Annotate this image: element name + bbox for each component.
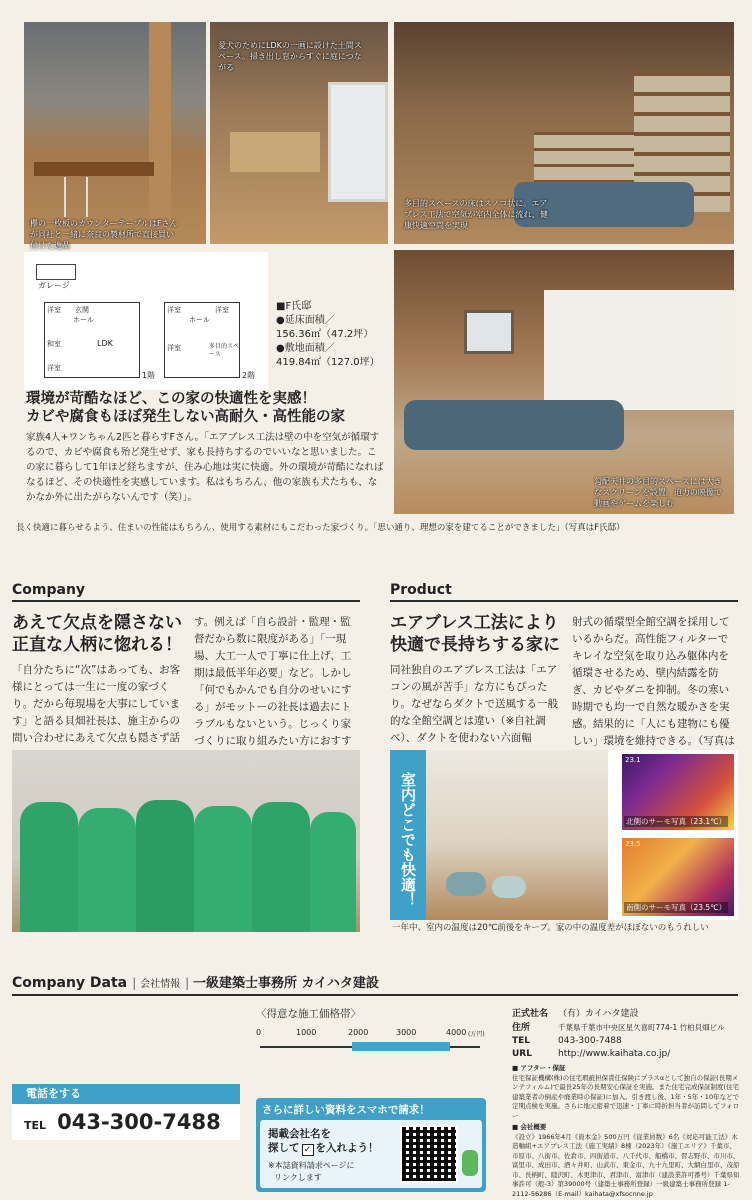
company-heading: あえて欠点を隠さない xyxy=(12,613,182,633)
qr-line2-end: を入れよう！ xyxy=(315,1142,379,1154)
qr-note1: ※本誌資料請求ページに xyxy=(268,1161,355,1170)
photo-caption: 欅の一枚板のカウンターテーブルはFさんが同社と一緒に奈良の製材所で直接買い付けた逸品 xyxy=(30,219,178,250)
info-row xyxy=(512,1021,742,1035)
house-name: ■F氏邸 xyxy=(276,301,312,312)
info-row xyxy=(512,1035,742,1048)
qr-box-inner xyxy=(260,1120,482,1188)
after-service xyxy=(512,1064,742,1199)
floorplan-1f xyxy=(44,302,140,378)
tel-number[interactable]: 043-300-7488 xyxy=(57,1110,221,1134)
product-col1: 同社独自のエアブレス工法は「エアコンの風が苦手」な方にもぴったり。なぜならダクトで送風する一般的な全館空調とは違い（※自社調べ）、ダクトを使わない六面輻 xyxy=(390,664,558,744)
qr-line2 xyxy=(268,1140,379,1156)
south-temp: 23.5 xyxy=(625,840,641,848)
info-label: 住所 xyxy=(512,1023,531,1033)
qr-line2-start: 探して xyxy=(268,1142,300,1154)
sofa xyxy=(404,400,624,450)
qr-box-title: さらに詳しい資料をスマホで請求！ xyxy=(262,1104,430,1116)
cushion xyxy=(446,872,486,896)
staff-member xyxy=(20,802,78,932)
info-row xyxy=(512,1008,742,1021)
article-headline-2: カビや腐食もほぼ発生しない高耐久・高性能の家 xyxy=(26,409,345,425)
floorplan-garage xyxy=(36,264,76,280)
after-text: 住宅保証機構(株)の住宅瑕疵担保責任保険にプラスαとして独自の保証(長期メンテフィルム)で最長25年の長期安心保証を実施。また住宅完成保証制度(住宅建築業者の倒産や廃業時の保証)に加入。引き渡し後、1年・5年・10年などで定期点検を実施。さらに地元密着で迅速・丁寧に時折担当者が訪問してフォロー xyxy=(512,1073,740,1120)
after-title: ■ アフター・保証 xyxy=(512,1064,566,1072)
room-label: 洋室 xyxy=(47,364,61,372)
price-tick-label: 1000 xyxy=(296,1028,317,1037)
price-tick-label: 0 xyxy=(256,1028,262,1037)
staff-member xyxy=(194,806,252,932)
photo-caption: 愛犬のためにLDKの一画に設けた土間スペース。掃き出し窓からすぐに庭につながる xyxy=(218,41,362,72)
article-headline: 環境が苛酷なほど、この家の快適性を実感！ xyxy=(26,391,316,407)
checkbox-icon: ✓ xyxy=(302,1144,314,1156)
photo-kitchen-counter xyxy=(24,22,206,250)
info-row[interactable] xyxy=(512,1048,742,1061)
site-area: 419.84㎡（127.0坪） xyxy=(276,357,380,368)
overview-text: 《設立》1966年4月《資本金》500万円《従業員数》6名《対応可能工法》木造軸組+エアブレス工法《施工実績》8棟（2023年）《施工エリア》千葉市、市原市、八街市、佐倉市、四街道市、八千代市、船橋市、習志野市、市川市、富里市、成田市、酒々井町、山武市、東金市、九十九里町、大網白里市、茂原市、長柄町、睦沢町、木更津市、君津市、富津市（建設業許可番号）千葉県知事許可（般-3）第39000号（建築士事務所登録）一級建築士事務所登録 1-2112-56286（E-mail）kaihata@xfsocnne.jp xyxy=(512,1132,740,1198)
room-label: ホール xyxy=(189,316,210,324)
counter xyxy=(34,162,154,176)
company-data-header xyxy=(12,972,738,996)
room-label: 多目的スペース xyxy=(209,343,240,358)
room-label: 和室 xyxy=(47,340,61,348)
company-section-label: Company xyxy=(12,582,360,602)
photo-caption: 勾配天井の多目的スペースには大きなスクリーンを設置。迫力の映像で動画やゲームを楽しむ xyxy=(594,477,722,508)
staff-photo xyxy=(12,750,360,932)
price-tick-label: 4000 xyxy=(446,1028,467,1037)
photo-multipurpose-space xyxy=(394,22,734,244)
info-value: （有）カイハタ建設 xyxy=(558,1009,639,1019)
tel-prefix: TEL xyxy=(24,1119,47,1132)
divider: | xyxy=(185,976,194,990)
photo-screen-room xyxy=(394,250,734,514)
qr-note2: リンクします xyxy=(274,1173,322,1182)
company-name: 一級建築士事務所 カイハタ建設 xyxy=(193,976,379,991)
staff-member xyxy=(136,800,194,932)
product-heading-2: 快適で長持ちする家に xyxy=(390,635,560,655)
north-thermo-label: 北側のサーモ写真（23.1℃） xyxy=(626,817,727,826)
product-photo-area xyxy=(390,750,738,920)
price-range-bar xyxy=(352,1042,450,1051)
thermo-north xyxy=(622,754,734,830)
company-info xyxy=(512,1008,742,1061)
price-unit: (万円) xyxy=(468,1031,485,1038)
floor-area-label: ●延床面積／ xyxy=(276,315,335,326)
info-label: TEL xyxy=(512,1036,531,1046)
company-data-title: Company Data xyxy=(12,975,128,991)
room-label: LDK xyxy=(97,339,113,348)
company-heading-2: 正直な人柄に惚れる！ xyxy=(12,635,182,655)
price-tick-label: 2000 xyxy=(348,1028,369,1037)
room-label: 洋室 xyxy=(47,306,61,314)
product-col2: 射式の循環型全館空調を採用しているからだ。高性能フィルターでキレイな空気を取り込み躯体内を循環させるため、壁内結露を防ぎ、カビやダニを抑制。冬の寒い時期でも均一で自然な暖かさを実感。結果的に「人にも建物にも優しい」環境を維持できる。（写真は xyxy=(572,616,735,747)
qr-code-icon[interactable] xyxy=(400,1125,458,1183)
staff-member xyxy=(310,812,356,932)
qr-request-box[interactable] xyxy=(256,1098,486,1192)
company-data-subtitle: 会社情報 xyxy=(140,979,181,990)
floor-label: 1階 xyxy=(142,371,156,380)
stool xyxy=(64,177,88,217)
product-heading: エアブレス工法により xyxy=(390,613,559,633)
phone-label-box: 電話をする xyxy=(12,1084,240,1104)
article-footnote: 長く快適に暮らせるよう、住まいの性能はもちろん、使用する素材にもこだわった家づくり。「思い通り、理想の家を建てることができました」（写真はF氏邸） xyxy=(16,523,625,533)
article-body: 家族4人+ワンちゃん2匹と暮らすFさん。「エアブレス工法は壁の中を空気が循環するので、カビや腐食も殆ど発生せず、家も長持ちするのでいいなと思いました。この家に暮らして1年ほど経ちますが、住み心地は実に快適。外の環境が苛酷になればなるほど、その快適性を実感しています。私はもちろん、他の家族も犬たちも、なかなか外に出たがらないんです（笑）」。 xyxy=(26,432,384,503)
staff-member xyxy=(78,808,136,932)
info-value: 043-300-7488 xyxy=(558,1036,622,1046)
product-photo-caption: 一年中、室内の温度は20℃前後をキープ。家の中の温度差がほぼないのもうれしい xyxy=(392,923,709,933)
window xyxy=(328,82,388,202)
company-col1: 「自分たちに“次”はあっても、お客様にとっては一生に一度の家づくり。だから毎現場を大事にしています」と語る貝畑社長は、施主からの問い合わせにあえて欠点も隠さず話 xyxy=(12,664,181,744)
north-temp: 23.1 xyxy=(625,756,641,764)
url-link[interactable]: http://www.kaihata.co.jp/ xyxy=(558,1049,671,1059)
price-tick-label: 3000 xyxy=(396,1028,417,1037)
living-room-photo xyxy=(426,750,608,920)
cushion xyxy=(492,876,526,898)
floorplan-2f xyxy=(164,302,240,378)
screen xyxy=(544,290,734,410)
thermo-south xyxy=(622,838,734,916)
phone-mascot-icon xyxy=(462,1150,478,1176)
overview-title: ■ 会社概要 xyxy=(512,1123,547,1131)
house-info xyxy=(276,300,396,370)
room-label: 洋室 xyxy=(215,306,229,314)
product-section-label: Product xyxy=(390,582,738,602)
photo-caption: 多目的スペースの床はスノコ状に。エアブレス工法で空気が室内全体に流れ、健康快適空間を実現 xyxy=(404,199,548,230)
floorplan-panel xyxy=(24,252,268,390)
room-label: 洋室 xyxy=(167,344,181,352)
floor-area: 156.36㎡（47.2坪） xyxy=(276,329,374,340)
room-label: ホール xyxy=(73,316,94,324)
info-label: 正式社名 xyxy=(512,1009,549,1019)
company-col2: す。例えば「自ら設計・監理・監督だから数に限度がある」「一現場、大工一人で丁寧に仕上げ、工期は最低半年必要」など。しかし「何でもかんでも自分のせいにする」がモットーの社長は過去にトラブルもないという。じっくり家づくりに取り組みたい方におすす xyxy=(194,616,352,747)
price-range-title: 〈得意な施工価格帯〉 xyxy=(256,1008,361,1020)
floor-label: 2階 xyxy=(242,371,256,380)
price-range-chart xyxy=(256,1028,486,1062)
photo-doma-space xyxy=(210,22,388,244)
room-label: 玄関 xyxy=(75,306,89,314)
info-value: 千葉県千葉市中央区星久喜町774-1 竹柏貝畑ビル xyxy=(558,1023,725,1032)
phone-number-box[interactable] xyxy=(12,1104,240,1140)
window xyxy=(464,310,514,354)
site-area-label: ●敷地面積／ xyxy=(276,343,335,354)
comfort-banner: 室内どこでも快適！ xyxy=(390,750,426,920)
pillar xyxy=(149,22,171,244)
qr-line1: 掲載会社名を xyxy=(268,1128,331,1140)
staff-member xyxy=(252,802,310,932)
room-label: 洋室 xyxy=(167,306,181,314)
south-thermo-label: 南側のサーモ写真（23.5℃） xyxy=(626,903,727,912)
garage-label: ガレージ xyxy=(38,281,70,290)
divider: | xyxy=(132,976,141,990)
shelf xyxy=(230,132,320,172)
info-label: URL xyxy=(512,1049,532,1059)
